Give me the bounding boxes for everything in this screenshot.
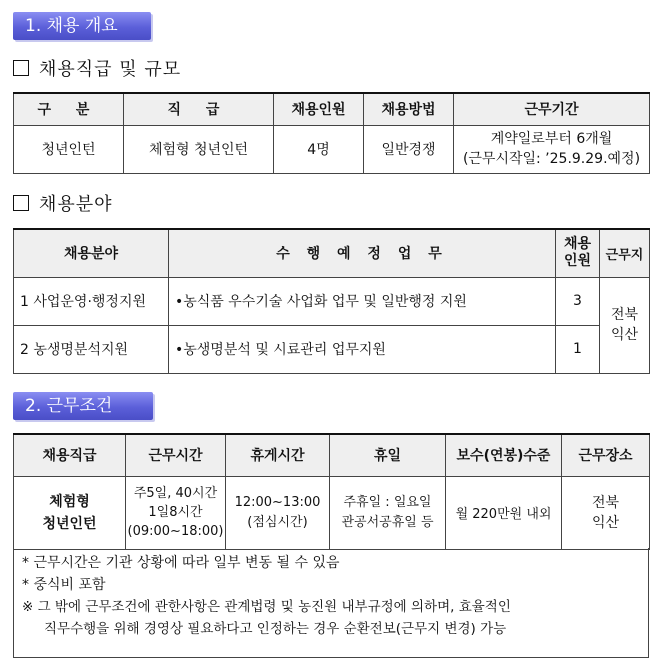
conditions-hours: 주5일, 40시간 1일8시간 (09:00~18:00) xyxy=(126,476,226,549)
conditions-pay: 월 220만원 내외 xyxy=(446,476,562,549)
scale-header-period: 근무기간 xyxy=(454,93,650,125)
scale-header-category: 구 분 xyxy=(14,93,124,125)
conditions-holiday: 주휴일 : 일요일 관공서공휴일 등 xyxy=(330,476,446,549)
field-table xyxy=(13,228,650,374)
scale-category: 청년인턴 xyxy=(14,125,124,173)
conditions-header-place: 근무장소 xyxy=(562,434,650,476)
field-row-2-name: 2 농생명분석지원 xyxy=(14,325,169,373)
conditions-break: 12:00~13:00 (점심시간) xyxy=(226,476,330,549)
conditions-header-holiday: 휴일 xyxy=(330,434,446,476)
conditions-place: 전북 익산 xyxy=(562,476,650,549)
note-3: ※ 그 밖에 근무조건에 관한사항은 관계법령 및 농진원 내부규정에 의하며, 효율적인 xyxy=(22,599,511,615)
scale-heading: 채용직급 및 규모 xyxy=(13,55,181,81)
conditions-grade: 체험형 청년인턴 xyxy=(14,476,126,549)
field-location: 전북 익산 xyxy=(600,277,650,373)
conditions-header-hours: 근무시간 xyxy=(126,434,226,476)
scale-period-line2: (근무시작일: ’25.9.29.예정) xyxy=(462,151,641,167)
section-2-badge: 2. 근무조건 xyxy=(13,392,153,420)
scale-count: 4명 xyxy=(274,125,364,173)
square-bullet-icon xyxy=(13,195,29,211)
field-header-count: 채용 인원 xyxy=(556,229,600,277)
scale-method: 일반경쟁 xyxy=(364,125,454,173)
field-header-name: 채용분야 xyxy=(14,229,169,277)
field-header-duty: 수 행 예 정 업 무 xyxy=(169,229,556,277)
scale-header-method: 채용방법 xyxy=(364,93,454,125)
conditions-header-pay: 보수(연봉)수준 xyxy=(446,434,562,476)
note-1: * 근무시간은 기관 상황에 따라 일부 변동 될 수 있음 xyxy=(22,555,340,571)
field-row-2-duty: •농생명분석 및 시료관리 업무지원 xyxy=(169,325,556,373)
note-3-continued: 직무수행을 위해 경영상 필요하다고 인정하는 경우 순환전보(근무지 변경) 가능 xyxy=(44,621,507,637)
field-row-1-duty: •농식품 우수기술 사업화 업무 및 일반행정 지원 xyxy=(169,277,556,325)
scale-period-line1: 계약일로부터 6개월 xyxy=(490,131,613,147)
field-row-1-count: 3 xyxy=(556,277,600,325)
conditions-notes xyxy=(13,548,649,658)
scale-header-grade: 직 급 xyxy=(124,93,274,125)
scale-period xyxy=(454,125,650,173)
conditions-header-grade: 채용직급 xyxy=(14,434,126,476)
section-1-badge: 1. 채용 개요 xyxy=(13,12,151,40)
note-2: * 중식비 포함 xyxy=(22,577,106,593)
field-heading: 채용분야 xyxy=(13,190,113,216)
conditions-header-break: 휴게시간 xyxy=(226,434,330,476)
square-bullet-icon xyxy=(13,60,29,76)
conditions-table xyxy=(13,433,650,550)
field-header-location: 근무지 xyxy=(600,229,650,277)
scale-table xyxy=(13,92,650,174)
field-row-2-count: 1 xyxy=(556,325,600,373)
scale-grade: 체험형 청년인턴 xyxy=(124,125,274,173)
field-row-1-name: 1 사업운영·행정지원 xyxy=(14,277,169,325)
scale-header-count: 채용인원 xyxy=(274,93,364,125)
